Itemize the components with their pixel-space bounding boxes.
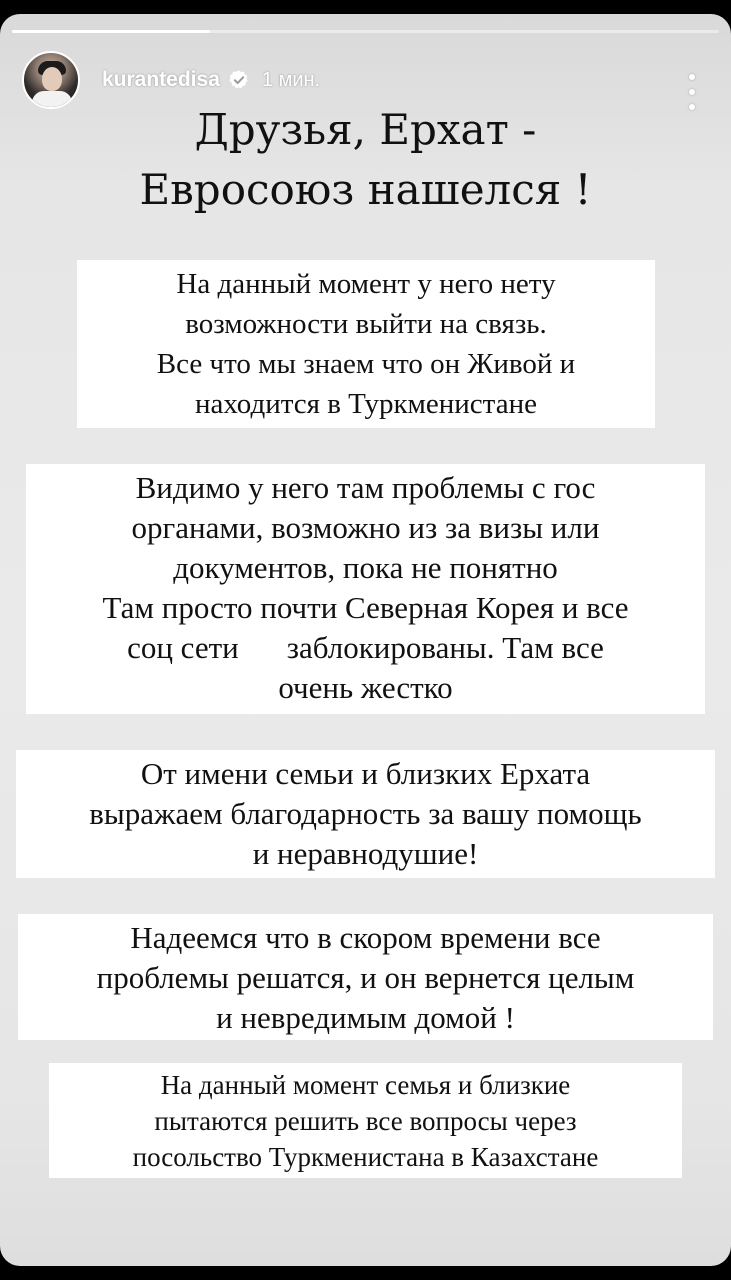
text-line: находится в Туркменистане xyxy=(195,388,537,420)
username-link[interactable]: kurantedisa xyxy=(102,68,220,91)
text-fragment: соц сети xyxy=(127,630,239,665)
text-box-hope xyxy=(18,914,713,1040)
text-line: Там просто почти Северная Корея и все xyxy=(102,590,629,625)
more-dot xyxy=(689,74,695,80)
title-line-1: Друзья, Ерхат - xyxy=(194,105,537,154)
text-line: пытаются решить все вопросы через xyxy=(154,1106,577,1136)
text-box-embassy xyxy=(49,1063,682,1178)
more-dot xyxy=(689,89,695,95)
text-box-gratitude xyxy=(16,750,715,878)
title-line-2: Евросоюз нашелся ! xyxy=(139,165,592,214)
text-line: Видимо у него там проблемы с гос xyxy=(135,470,596,505)
text-line: возможности выйти на связь. xyxy=(185,308,547,340)
text-line: органами, возможно из за визы или xyxy=(131,510,600,545)
text-line-split xyxy=(26,628,705,668)
text-line: очень жестко xyxy=(278,670,453,705)
text-box-status xyxy=(77,260,655,428)
text-line: выражаем благодарность за вашу помощь xyxy=(89,796,642,831)
text-line: На данный момент семья и близкие xyxy=(160,1070,571,1100)
story-progress-fill xyxy=(12,30,210,33)
verified-badge-icon xyxy=(228,69,250,91)
post-time: 1 мин. xyxy=(261,68,321,91)
story-viewer[interactable] xyxy=(0,14,731,1266)
avatar-face-shape xyxy=(42,67,62,91)
text-line: проблемы решатся, и он вернется целым xyxy=(96,960,635,995)
text-fragment: заблокированы. Там все xyxy=(286,630,604,665)
text-line: Все что мы знаем что он Живой и xyxy=(156,348,576,380)
text-line: Надеемся что в скором времени все xyxy=(130,920,601,955)
text-line: документов, пока не понятно xyxy=(173,550,558,585)
text-box-problems xyxy=(26,464,705,714)
text-line: и невредимым домой ! xyxy=(216,1000,515,1035)
text-line: На данный момент у него нету xyxy=(176,268,556,300)
text-line: и неравнодушие! xyxy=(252,836,479,871)
text-line: От имени семьи и близких Ерхата xyxy=(140,756,591,791)
story-title xyxy=(0,100,731,220)
story-progress-bar xyxy=(12,30,719,33)
text-line: посольство Туркменистана в Казахстане xyxy=(132,1142,599,1172)
